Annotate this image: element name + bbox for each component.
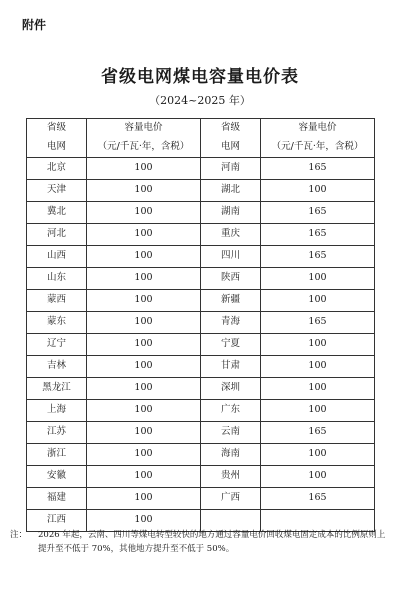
table-body <box>27 158 375 532</box>
price-cell-right: 100 <box>261 334 375 356</box>
price-cell-right: 100 <box>261 290 375 312</box>
footnote <box>10 528 390 556</box>
header-price-left-unit: （元/千瓦·年，含税） <box>87 138 201 158</box>
price-cell-right: 165 <box>261 312 375 334</box>
header-grid-left: 省级 <box>27 119 87 139</box>
price-cell-right: 100 <box>261 268 375 290</box>
grid-cell-right: 甘肃 <box>201 356 261 378</box>
price-cell-right: 100 <box>261 378 375 400</box>
price-cell-right: 100 <box>261 356 375 378</box>
price-cell-left: 100 <box>87 158 201 180</box>
footnote-label: 注： <box>10 530 28 540</box>
grid-cell-right: 贵州 <box>201 466 261 488</box>
grid-cell-left: 冀北 <box>27 202 87 224</box>
header-row-1 <box>27 119 375 139</box>
price-cell-left: 100 <box>87 466 201 488</box>
table-row <box>27 158 375 180</box>
grid-cell-left: 江苏 <box>27 422 87 444</box>
price-cell-left: 100 <box>87 422 201 444</box>
page-subtitle: （2024~2025 年） <box>149 94 251 107</box>
grid-cell-left: 蒙东 <box>27 312 87 334</box>
price-cell-left: 100 <box>87 268 201 290</box>
grid-cell-right: 新疆 <box>201 290 261 312</box>
price-cell-left: 100 <box>87 290 201 312</box>
price-cell-left: 100 <box>87 510 201 532</box>
grid-cell-right: 陕西 <box>201 268 261 290</box>
grid-cell-left: 河北 <box>27 224 87 246</box>
price-cell-left: 100 <box>87 400 201 422</box>
price-cell-right: 165 <box>261 488 375 510</box>
table-row <box>27 290 375 312</box>
price-cell-right: 100 <box>261 180 375 202</box>
table-row <box>27 268 375 290</box>
price-cell-right: 100 <box>261 444 375 466</box>
capacity-price-table <box>26 118 375 532</box>
grid-cell-right: 云南 <box>201 422 261 444</box>
table-row <box>27 422 375 444</box>
grid-cell-left: 浙江 <box>27 444 87 466</box>
header-price-right: 容量电价 <box>261 119 375 139</box>
price-cell-left: 100 <box>87 246 201 268</box>
table-row <box>27 488 375 510</box>
price-cell-right: 165 <box>261 158 375 180</box>
table-row <box>27 180 375 202</box>
grid-cell-left: 蒙西 <box>27 290 87 312</box>
price-cell-left: 100 <box>87 444 201 466</box>
table-row <box>27 334 375 356</box>
table-row <box>27 246 375 268</box>
price-cell-left: 100 <box>87 312 201 334</box>
table-row <box>27 378 375 400</box>
price-cell-left: 100 <box>87 202 201 224</box>
table-row <box>27 202 375 224</box>
price-cell-left: 100 <box>87 356 201 378</box>
grid-cell-left: 江西 <box>27 510 87 532</box>
grid-cell-left: 福建 <box>27 488 87 510</box>
attachment-label: 附件 <box>22 18 47 32</box>
price-cell-left: 100 <box>87 334 201 356</box>
table-row <box>27 312 375 334</box>
price-cell-right: 100 <box>261 400 375 422</box>
grid-cell-left: 辽宁 <box>27 334 87 356</box>
grid-cell-right: 广西 <box>201 488 261 510</box>
header-grid-right: 省级 <box>201 119 261 139</box>
grid-cell-right: 湖南 <box>201 202 261 224</box>
header-grid-right-2: 电网 <box>201 138 261 158</box>
price-cell-right: 165 <box>261 246 375 268</box>
grid-cell-left: 上海 <box>27 400 87 422</box>
page-title: 省级电网煤电容量电价表 <box>101 67 299 87</box>
price-cell-right: 165 <box>261 224 375 246</box>
grid-cell-left: 安徽 <box>27 466 87 488</box>
grid-cell-right: 宁夏 <box>201 334 261 356</box>
grid-cell-left: 天津 <box>27 180 87 202</box>
grid-cell-right: 四川 <box>201 246 261 268</box>
grid-cell-right: 重庆 <box>201 224 261 246</box>
price-cell-left: 100 <box>87 488 201 510</box>
header-grid-left-2: 电网 <box>27 138 87 158</box>
header-row-2 <box>27 138 375 158</box>
table-row <box>27 466 375 488</box>
grid-cell-right: 广东 <box>201 400 261 422</box>
table-row <box>27 224 375 246</box>
price-cell-left: 100 <box>87 180 201 202</box>
header-price-right-unit: （元/千瓦·年，含税） <box>261 138 375 158</box>
price-cell-left: 100 <box>87 224 201 246</box>
grid-cell-left: 山西 <box>27 246 87 268</box>
grid-cell-right: 海南 <box>201 444 261 466</box>
grid-cell-left: 黑龙江 <box>27 378 87 400</box>
price-cell-left: 100 <box>87 378 201 400</box>
table-row <box>27 400 375 422</box>
footnote-text: 2026 年起，云南、四川等煤电转型较快的地方通过容量电价回收煤电固定成本的比例原则上提升至不低于 70%，其他地方提升至不低于 50%。 <box>38 530 386 554</box>
grid-cell-left: 北京 <box>27 158 87 180</box>
table-row <box>27 356 375 378</box>
grid-cell-right: 青海 <box>201 312 261 334</box>
grid-cell-right: 湖北 <box>201 180 261 202</box>
grid-cell-right: 深圳 <box>201 378 261 400</box>
grid-cell-left: 山东 <box>27 268 87 290</box>
price-cell-right: 100 <box>261 466 375 488</box>
table-row <box>27 444 375 466</box>
price-cell-right: 165 <box>261 202 375 224</box>
price-cell-right: 165 <box>261 422 375 444</box>
grid-cell-left: 吉林 <box>27 356 87 378</box>
grid-cell-right: 河南 <box>201 158 261 180</box>
header-price-left: 容量电价 <box>87 119 201 139</box>
